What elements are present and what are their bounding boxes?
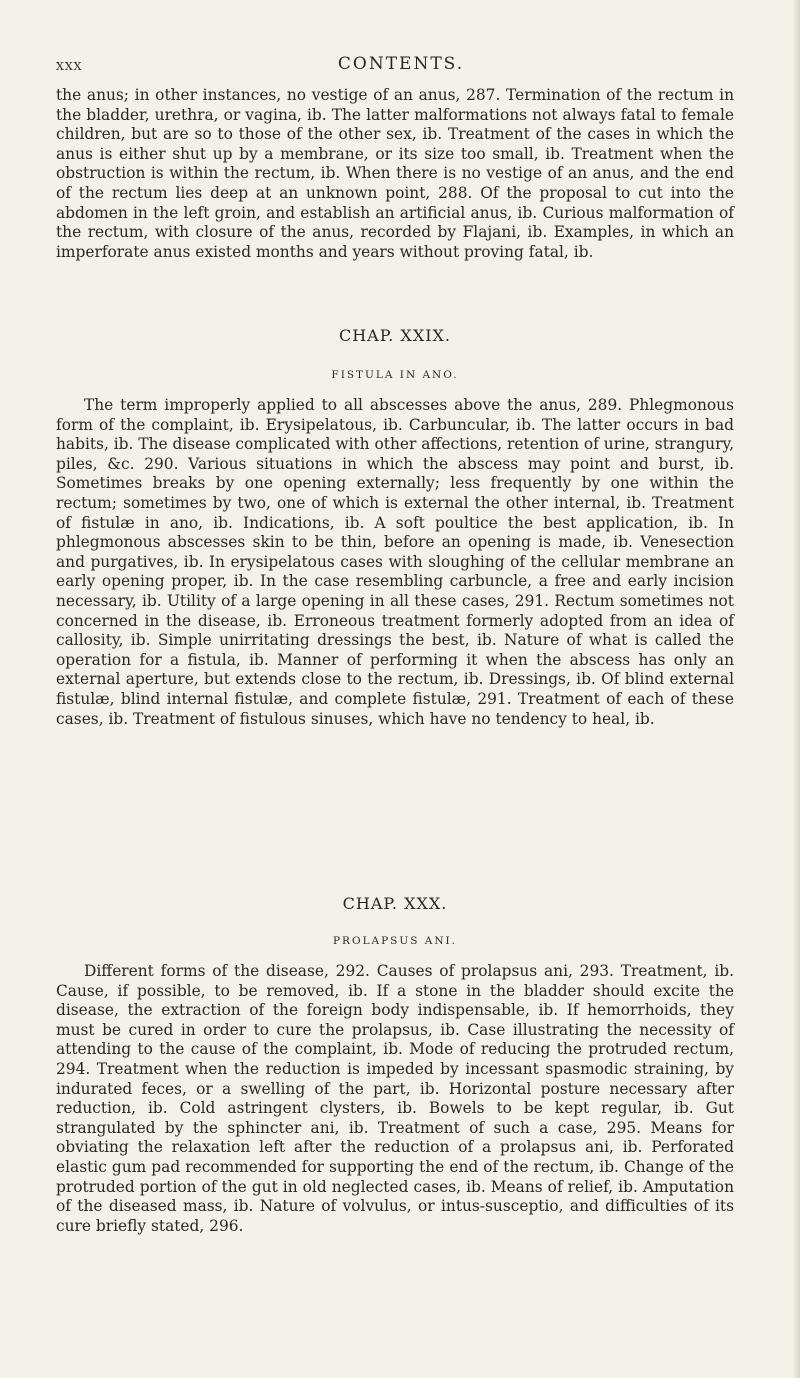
chapter-29-body xyxy=(56,396,734,729)
continuation-paragraph: the anus; in other instances, no vestige of an anus, 287. Termination of the rectum in the bladder, urethra, or vagina, ib. The latter malformations not always fatal to female children, but are so to those of the other sex, ib. Treatment of the cases in which the anus is either shut up by a membrane, or its size too small, ib. Treatment when the obstruction is within the rectum, ib. When there is no vestige of an anus, and the end of the rectum lies deep at an unknown point, 288. Of the proposal to cut into the abdomen in the left groin, and establish an artificial anus, ib. Curious malformation of the rectum, with closure of the anus, recorded by Flajani, ib. Examples, in which an imperforate anus existed months and years without proving fatal, ib. xyxy=(56,86,734,261)
chapter-30-heading xyxy=(56,894,734,913)
chapter-subtitle: PROLAPSUS ANI. xyxy=(332,935,458,947)
page-edge xyxy=(794,0,800,1378)
chapter-title: CHAP. XXX. xyxy=(342,894,448,913)
chapter-30-body xyxy=(56,962,734,1236)
chapter-subtitle: FISTULA IN ANO. xyxy=(331,369,459,381)
running-title: CONTENTS. xyxy=(337,54,465,74)
chapter-title: CHAP. XXIX. xyxy=(338,326,452,345)
chapter-paragraph: Different forms of the disease, 292. Causes of prolapsus ani, 293. Treatment, ib. Cause, if possible, to be removed, ib. If a stone in the bladder should excite the disease, the extraction of the foreign body indispensable, ib. If hemorrhoids, they must be cured in order to cure the prolapsus, ib. Case illustrating the necessity of attending to the cause of the complaint, ib. Mode of reducing the protruded rectum, 294. Treatment when the reduction is impeded by incessant spasmodic straining, by indurated feces, or a swelling of the part, ib. Horizontal posture necessary after reduction, ib. Cold astringent clysters, ib. Bowels to be kept regular, ib. Gut strangulated by the sphincter ani, ib. Treatment of such a case, 295. Means for obviating the relaxation left after the reduction of a prolapsus ani, ib. Perforated elastic gum pad recommended for supporting the end of the rectum, ib. Change of the protruded portion of the gut in old neglected cases, ib. Means of relief, ib. Amputation of the diseased mass, ib. Nature of volvulus, or intus-susceptio, and difficulties of its cure briefly stated, 296. xyxy=(56,962,734,1235)
continuation-section xyxy=(56,86,734,262)
page-number: XXX xyxy=(56,60,83,73)
chapter-29-subheading xyxy=(56,369,734,381)
chapter-paragraph: The term improperly applied to all abscesses above the anus, 289. Phlegmonous form of the complaint, ib. Erysipelatous, ib. Carbuncular, ib. The latter occurs in bad habits, ib. The disease complicated with other affections, retention of urine, strangury, piles, &c. 290. Various situations in which the abscess may point and burst, ib. Sometimes breaks by one opening externally; less frequently by one within the rectum; sometimes by two, one of which is external the other internal, ib. Treatment of fistulæ in ano, ib. Indications, ib. A soft poultice the best application, ib. In phlegmonous abscesses skin to be thin, before an opening is made, ib. Venesection and purgatives, ib. In erysipelatous cases with sloughing of the cellular membrane an early opening proper, ib. In the case resembling carbuncle, a free and early incision necessary, ib. Utility of a large opening in all these cases, 291. Rectum sometimes not concerned in the disease, ib. Erroneous treatment formerly adopted from an idea of callosity, ib. Simple unirritating dressings the best, ib. Nature of what is called the operation for a fistula, ib. Manner of performing it when the abscess has only an external aperture, but extends close to the rectum, ib. Dressings, ib. Of blind external fistulæ, blind internal fistulæ, and complete fistulæ, 291. Treatment of each of these cases, ib. Treatment of fistulous sinuses, which have no tendency to heal, ib. xyxy=(56,396,734,728)
chapter-29-heading xyxy=(56,326,734,345)
running-head xyxy=(56,54,746,78)
chapter-30-subheading xyxy=(56,935,734,947)
